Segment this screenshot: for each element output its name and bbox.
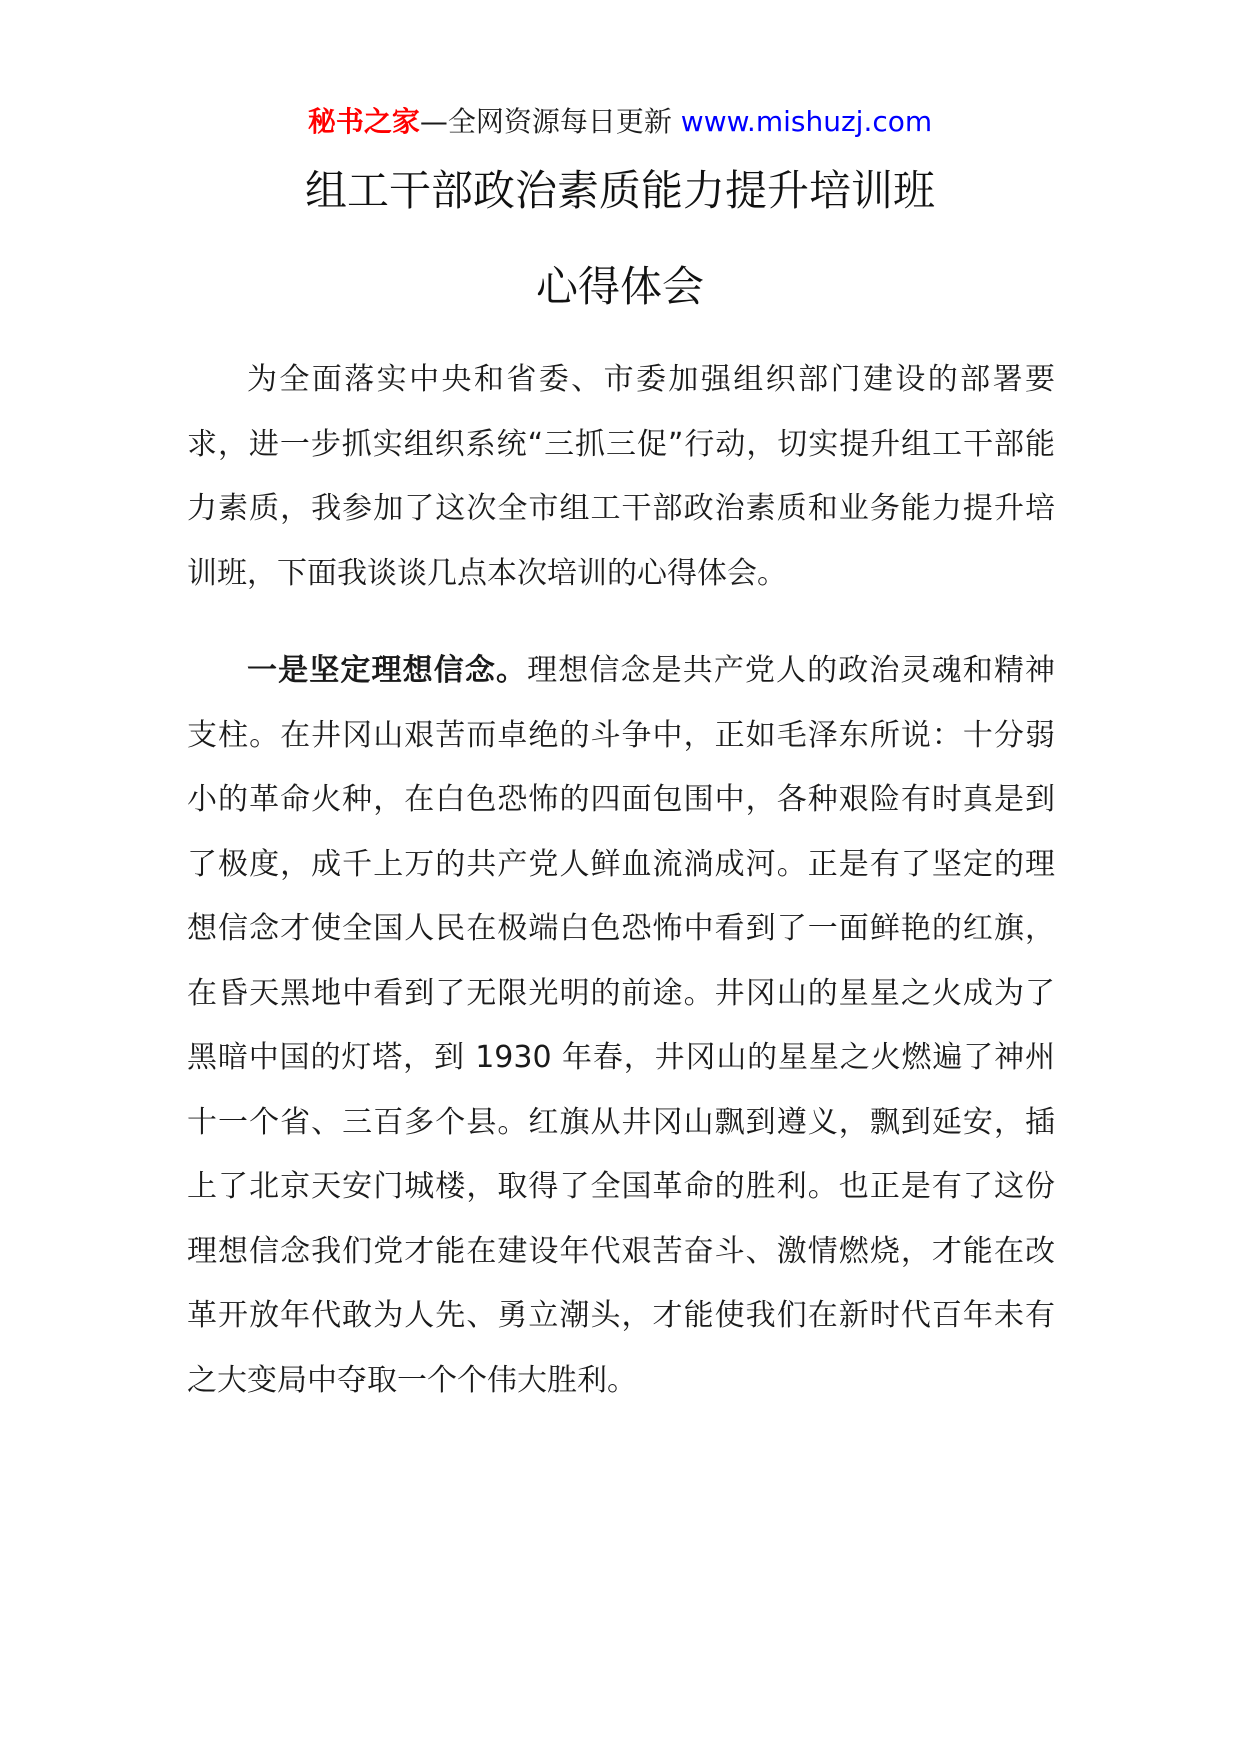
paragraph-spacer <box>187 606 1055 639</box>
intro-paragraph: 为全面落实中央和省委、市委加强组织部门建设的部署要求，进一步抓实组织系统“三抓三促”行动，切实提升组工干部能力素质，我参加了这次全市组工干部政治素质和业务能力提升培训班，下面我谈谈几点本次培训的心得体会。 <box>187 362 1055 591</box>
site-url-link[interactable]: www.mishuzj.com <box>680 105 933 138</box>
document-title-line-2: 心得体会 <box>535 262 704 311</box>
site-header <box>0 102 1240 142</box>
header-slogan: —全网资源每日更新 <box>419 105 672 138</box>
document-title-line-1: 组工干部政治素质能力提升培训班 <box>304 166 935 215</box>
point-one-paragraph <box>187 639 1055 1413</box>
point-one-body: 理想信念是共产党人的政治灵魂和精神支柱。在井冈山艰苦而卓绝的斗争中，正如毛泽东所说：十分弱小的革命火种，在白色恐怖的四面包围中，各种艰险有时真是到了极度，成千上万的共产党人鲜血流淌成河。正是有了坚定的理想信念才使全国人民在极端白色恐怖中看到了一面鲜艳的红旗，在昏天黑地中看到了无限光明的前途。井冈山的星星之火成为了黑暗中国的灯塔，到 1930 年春，井冈山的星星之火燃遍了神州十一个省、三百多个县。红旗从井冈山飘到遵义，飘到延安，插上了北京天安门城楼，取得了全国革命的胜利。也正是有了这份理想信念我们党才能在建设年代艰苦奋斗、激情燃烧，才能在改革开放年代敢为人先、勇立潮头，才能使我们在新时代百年未有之大变局中夺取一个个伟大胜利。 <box>187 653 1056 1398</box>
brand-name: 秘书之家 <box>307 105 420 138</box>
document-body <box>187 348 1055 1413</box>
point-one-heading: 一是坚定理想信念。 <box>247 653 528 688</box>
